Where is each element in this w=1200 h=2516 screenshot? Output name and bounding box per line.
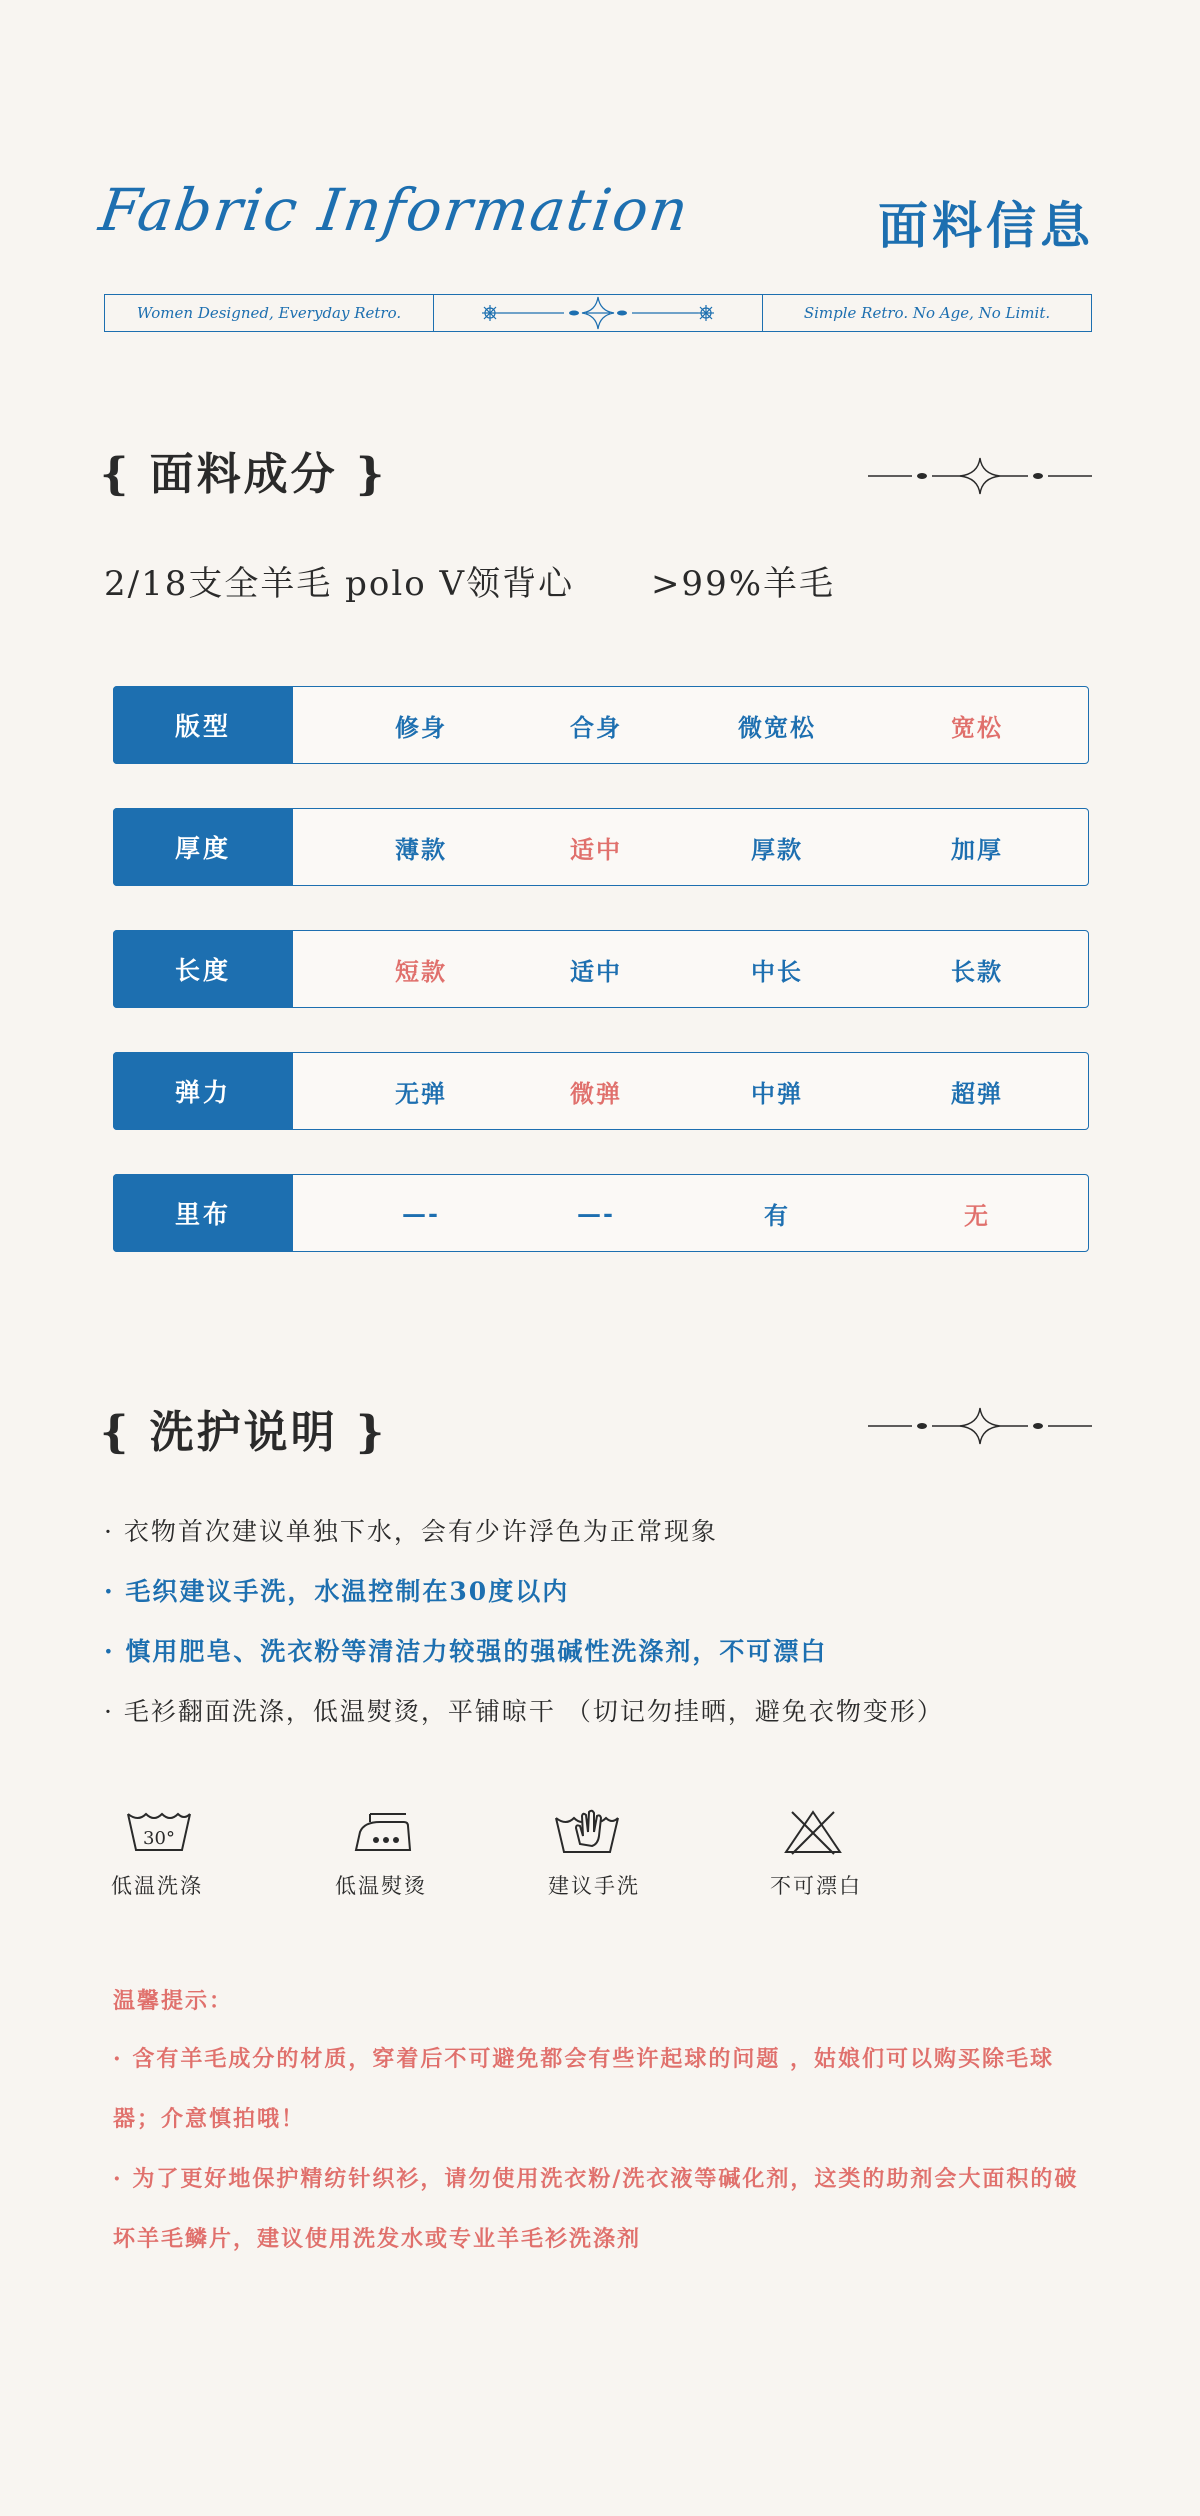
tips-line-4: 坏羊毛鳞片，建议使用洗发水或专业羊毛衫洗涤剂 [113, 2226, 642, 2252]
attribute-option: 有 [764, 1200, 790, 1230]
attribute-label: 里布 [113, 1174, 293, 1252]
attribute-option: 超弹 [951, 1078, 1003, 1108]
attribute-option: 中弹 [751, 1078, 803, 1108]
attribute-option-selected: 无 [964, 1200, 990, 1230]
attribute-option: 厚款 [751, 834, 803, 864]
tagline-bar [104, 294, 1092, 332]
care-section-title: { 洗护说明 } [100, 1407, 388, 1458]
script-title: Fabric Information [95, 176, 695, 244]
attribute-label: 弹力 [113, 1052, 293, 1130]
attribute-label: 长度 [113, 930, 293, 1008]
no-bleach-label: 不可漂白 [770, 1874, 862, 1898]
iron-low-icon [350, 1808, 420, 1858]
attribute-option: —- [402, 1198, 440, 1228]
iron-low-label: 低温熨烫 [335, 1874, 427, 1898]
composition-section-title: { 面料成分 } [100, 449, 388, 500]
wash-30-label: 低温洗涤 [111, 1874, 203, 1898]
hand-wash-icon [552, 1806, 622, 1856]
attribute-option: —- [577, 1198, 615, 1228]
attribute-option: 薄款 [395, 834, 447, 864]
attribute-option: 中长 [751, 956, 803, 986]
attribute-option: 微宽松 [738, 712, 816, 742]
page-title: 面料信息 [878, 196, 1094, 255]
attribute-row [113, 686, 1089, 764]
svg-text:30°: 30° [143, 1828, 175, 1849]
attribute-row [113, 808, 1089, 886]
attribute-option: 合身 [570, 712, 622, 742]
tagline-left: Women Designed, Everyday Retro. [136, 304, 402, 322]
attribute-row [113, 1174, 1089, 1252]
attribute-option: 长款 [951, 956, 1003, 986]
tagline-ornament [433, 295, 763, 331]
hand-wash-label: 建议手洗 [548, 1874, 640, 1898]
attribute-option: 无弹 [395, 1078, 447, 1108]
tips-line-1: · 含有羊毛成分的材质，穿着后不可避免都会有些许起球的问题 ，姑娘们可以购买除毛球 [113, 2046, 1054, 2072]
attribute-label: 版型 [113, 686, 293, 764]
wash-30-icon [124, 1808, 194, 1858]
attribute-label: 厚度 [113, 808, 293, 886]
tagline-right: Simple Retro. No Age, No Limit. [803, 304, 1051, 322]
sparkle-ornament-icon [458, 294, 738, 332]
no-bleach-icon [778, 1806, 848, 1856]
section-ornament-icon [868, 1406, 1092, 1446]
attribute-option-selected: 短款 [395, 956, 447, 986]
attribute-option: 加厚 [951, 834, 1003, 864]
care-line-1: · 衣物首次建议单独下水，会有少许浮色为正常现象 [104, 1517, 718, 1546]
attribute-row [113, 930, 1089, 1008]
section-ornament-icon [868, 456, 1092, 496]
composition-text: 2/18支全羊毛 polo V领背心 >99%羊毛 [104, 564, 836, 604]
tips-line-2: 器；介意慎拍哦！ [113, 2106, 306, 2132]
attribute-row [113, 1052, 1089, 1130]
attribute-option-selected: 微弹 [570, 1078, 622, 1108]
tips-title: 温馨提示： [113, 1988, 234, 2014]
tips-line-3: · 为了更好地保护精纺针织衫，请勿使用洗衣粉/洗衣液等碱化剂，这类的助剂会大面积的破 [113, 2166, 1079, 2192]
attribute-option-selected: 适中 [570, 834, 622, 864]
attribute-option: 修身 [395, 712, 447, 742]
attribute-option: 适中 [570, 956, 622, 986]
attribute-option-selected: 宽松 [951, 712, 1003, 742]
care-line-4: · 毛衫翻面洗涤，低温熨烫，平铺晾干 （切记勿挂晒，避免衣物变形） [104, 1697, 944, 1726]
care-line-2: · 毛织建议手洗，水温控制在30度以内 [104, 1577, 570, 1606]
care-line-3: · 慎用肥皂、洗衣粉等清洁力较强的强碱性洗涤剂，不可漂白 [104, 1637, 828, 1666]
